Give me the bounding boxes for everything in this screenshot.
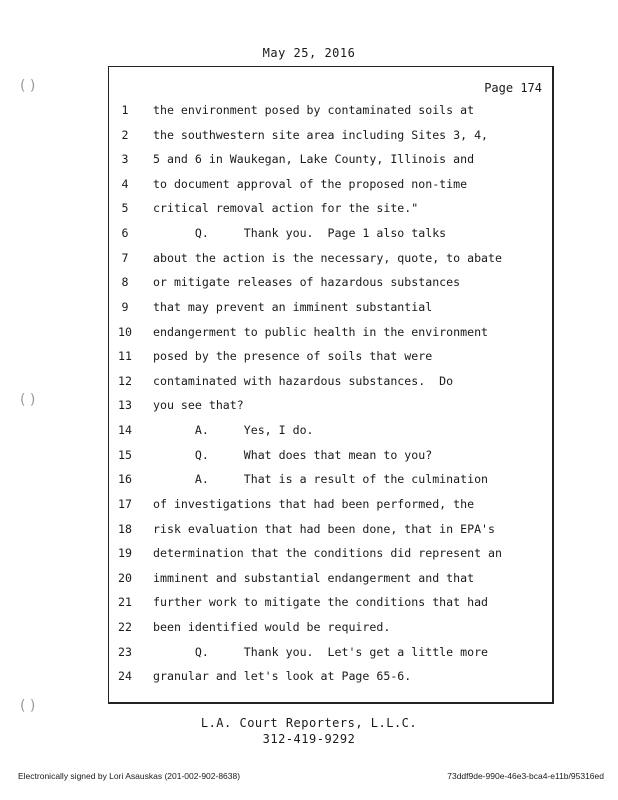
transcript-line bbox=[109, 300, 552, 325]
transcript-line bbox=[109, 423, 552, 448]
transcript-line bbox=[109, 472, 552, 497]
line-number: 18 bbox=[118, 521, 132, 536]
line-text: A. Yes, I do. bbox=[153, 423, 314, 438]
line-text: the southwestern site area including Sites 3, 4, bbox=[153, 127, 489, 142]
line-text: further work to mitigate the conditions that had bbox=[153, 595, 489, 610]
transcript-line bbox=[109, 522, 552, 547]
transcript-line bbox=[109, 448, 552, 473]
transcript-line bbox=[109, 152, 552, 177]
transcript-line bbox=[109, 645, 552, 670]
line-text: 5 and 6 in Waukegan, Lake County, Illinois and bbox=[153, 152, 475, 167]
line-number: 23 bbox=[118, 644, 132, 659]
line-text: A. That is a result of the culmination bbox=[153, 472, 489, 487]
line-text: been identified would be required. bbox=[153, 620, 391, 635]
transcript-line bbox=[109, 546, 552, 571]
punch-hole-mark-bottom: ( ) bbox=[20, 698, 36, 714]
line-number: 7 bbox=[121, 250, 129, 265]
transcript-line bbox=[109, 620, 552, 645]
transcript-line bbox=[109, 201, 552, 226]
line-number: 1 bbox=[121, 103, 129, 117]
transcript-line bbox=[109, 103, 552, 128]
line-number: 9 bbox=[121, 299, 129, 314]
line-text: contaminated with hazardous substances. Do bbox=[153, 373, 454, 388]
line-number: 4 bbox=[121, 176, 129, 191]
footer-company: L.A. Court Reporters, L.L.C. bbox=[200, 716, 418, 730]
transcript-line bbox=[109, 349, 552, 374]
footer-phone: 312-419-9292 bbox=[262, 732, 356, 746]
line-number: 10 bbox=[118, 324, 132, 339]
line-number: 13 bbox=[118, 398, 132, 413]
line-text: to document approval of the proposed non-time bbox=[153, 176, 468, 191]
line-text: Q. What does that mean to you? bbox=[153, 447, 433, 462]
transcript-line bbox=[109, 128, 552, 153]
transcript-line bbox=[109, 251, 552, 276]
line-number: 20 bbox=[118, 570, 132, 585]
transcript-frame bbox=[108, 66, 554, 704]
transcript-line bbox=[109, 669, 552, 694]
line-number: 5 bbox=[121, 201, 129, 216]
document-hash: 73ddf9de-990e-46e3-bca4-e11b/95316ed bbox=[447, 771, 604, 781]
line-text: endangerment to public health in the environment bbox=[153, 324, 489, 339]
transcript-line bbox=[109, 325, 552, 350]
line-number: 24 bbox=[118, 669, 132, 684]
transcript-line bbox=[109, 177, 552, 202]
line-text: Q. Thank you. Page 1 also talks bbox=[153, 226, 447, 241]
line-text: that may prevent an imminent substantial bbox=[153, 299, 433, 314]
line-number: 21 bbox=[118, 595, 132, 610]
transcript-line bbox=[109, 497, 552, 522]
page-number: Page 174 bbox=[484, 81, 542, 95]
line-number: 2 bbox=[121, 127, 129, 142]
transcript-line bbox=[109, 374, 552, 399]
line-text: of investigations that had been performed, the bbox=[153, 496, 475, 511]
line-number: 22 bbox=[118, 620, 132, 635]
transcript-line bbox=[109, 275, 552, 300]
line-text: Q. Thank you. Let's get a little more bbox=[153, 644, 489, 659]
line-number: 11 bbox=[118, 349, 132, 364]
line-number: 3 bbox=[121, 152, 129, 167]
line-text: or mitigate releases of hazardous substances bbox=[153, 275, 461, 290]
line-number: 6 bbox=[121, 226, 129, 241]
line-text: risk evaluation that had been done, that in EPA's bbox=[153, 521, 496, 536]
electronic-signature-text: Electronically signed by Lori Asauskas (201-002-902-8638) bbox=[18, 771, 241, 781]
line-text: the environment posed by contaminated soils at bbox=[153, 103, 475, 117]
line-text: determination that the conditions did represent an bbox=[153, 546, 503, 561]
punch-hole-mark-middle: ( ) bbox=[20, 392, 36, 408]
line-text: critical removal action for the site." bbox=[153, 201, 419, 216]
transcript-line bbox=[109, 226, 552, 251]
line-number: 12 bbox=[118, 373, 132, 388]
line-number: 8 bbox=[121, 275, 129, 290]
line-number: 14 bbox=[118, 423, 132, 438]
line-text: posed by the presence of soils that were bbox=[153, 349, 433, 364]
transcript-line bbox=[109, 571, 552, 596]
line-text: you see that? bbox=[153, 398, 244, 413]
line-text: granular and let's look at Page 65-6. bbox=[153, 669, 412, 684]
transcript-line bbox=[109, 398, 552, 423]
line-number: 17 bbox=[118, 496, 132, 511]
header-date: May 25, 2016 bbox=[262, 46, 356, 60]
line-text: about the action is the necessary, quote, to abate bbox=[153, 250, 503, 265]
line-number: 16 bbox=[118, 472, 132, 487]
line-text: imminent and substantial endangerment and that bbox=[153, 570, 475, 585]
line-number: 15 bbox=[118, 447, 132, 462]
line-number: 19 bbox=[118, 546, 132, 561]
transcript-line bbox=[109, 595, 552, 620]
punch-hole-mark-top: ( ) bbox=[20, 78, 36, 94]
